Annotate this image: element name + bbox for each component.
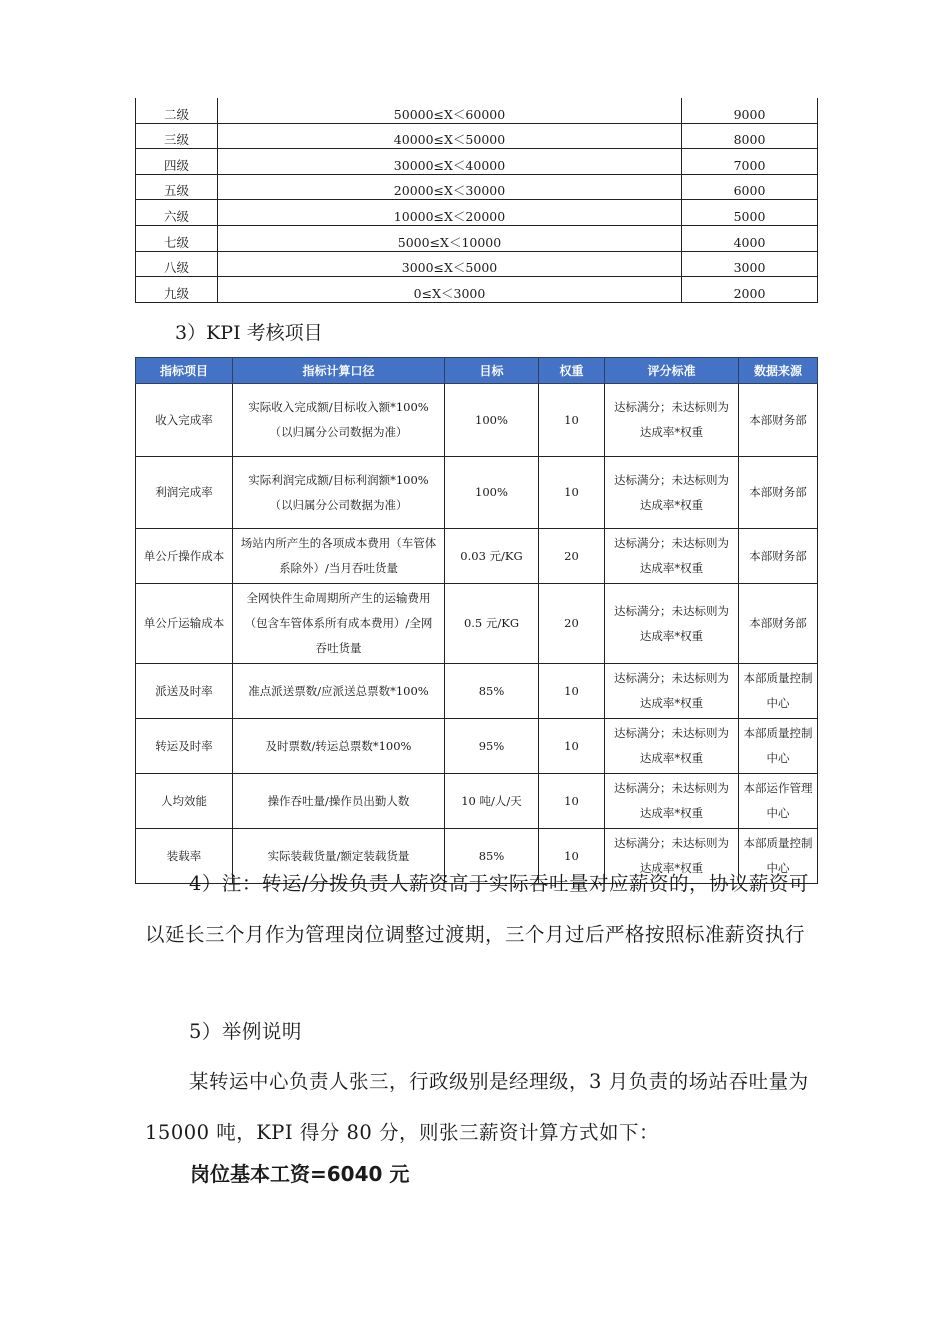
grade-row	[136, 98, 818, 123]
kpi-row	[136, 584, 818, 664]
grade-row	[136, 123, 818, 149]
header-formula: 指标计算口径	[233, 358, 445, 384]
kpi-weight-cell: 20	[539, 584, 605, 664]
kpi-row	[136, 774, 818, 829]
kpi-row	[136, 664, 818, 719]
kpi-target-cell: 10 吨/人/天	[445, 774, 539, 829]
section-example-title: 5）举例说明	[189, 1020, 302, 1043]
kpi-weight-cell: 10	[539, 664, 605, 719]
grade-salary-cell: 8000	[682, 123, 818, 149]
grade-salary-cell: 7000	[682, 149, 818, 175]
kpi-target-cell: 100%	[445, 384, 539, 457]
kpi-formula-cell: 实际收入完成额/目标收入额*100%（以归属分公司数据为准）	[233, 384, 445, 457]
kpi-formula-cell: 操作吞吐量/操作员出勤人数	[233, 774, 445, 829]
kpi-item-cell: 转运及时率	[136, 719, 233, 774]
kpi-source-cell: 本部财务部	[739, 529, 818, 584]
grade-level-cell: 五级	[136, 174, 218, 200]
grade-range-cell: 10000≤X＜20000	[218, 200, 682, 226]
kpi-standard-cell: 达标满分；未达标则为达成率*权重	[605, 829, 739, 884]
grade-level-cell: 六级	[136, 200, 218, 226]
kpi-row	[136, 457, 818, 529]
kpi-standard-cell: 达标满分；未达标则为达成率*权重	[605, 774, 739, 829]
header-source: 数据来源	[739, 358, 818, 384]
section-kpi-title: 3）KPI 考核项目	[175, 322, 323, 344]
kpi-weight-cell: 10	[539, 829, 605, 884]
grade-row	[136, 149, 818, 175]
kpi-formula-cell: 场站内所产生的各项成本费用（车管体系除外）/当月吞吐货量	[233, 529, 445, 584]
grade-range-cell: 20000≤X＜30000	[218, 174, 682, 200]
grade-level-cell: 八级	[136, 251, 218, 277]
kpi-source-cell: 本部质量控制中心	[739, 664, 818, 719]
grade-level-cell: 七级	[136, 225, 218, 251]
kpi-target-cell: 0.5 元/KG	[445, 584, 539, 664]
kpi-weight-cell: 10	[539, 719, 605, 774]
kpi-formula-cell: 及时票数/转运总票数*100%	[233, 719, 445, 774]
kpi-weight-cell: 20	[539, 529, 605, 584]
grade-row	[136, 277, 818, 303]
header-weight: 权重	[539, 358, 605, 384]
header-item: 指标项目	[136, 358, 233, 384]
kpi-item-cell: 收入完成率	[136, 384, 233, 457]
kpi-item-cell: 利润完成率	[136, 457, 233, 529]
grade-salary-cell: 2000	[682, 277, 818, 303]
kpi-weight-cell: 10	[539, 384, 605, 457]
kpi-target-cell: 0.03 元/KG	[445, 529, 539, 584]
kpi-target-cell: 95%	[445, 719, 539, 774]
kpi-item-cell: 单公斤运输成本	[136, 584, 233, 664]
grade-salary-cell: 3000	[682, 251, 818, 277]
header-target: 目标	[445, 358, 539, 384]
kpi-target-cell: 85%	[445, 829, 539, 884]
kpi-formula-cell: 实际利润完成额/目标利润额*100%（以归属分公司数据为准）	[233, 457, 445, 529]
grade-level-cell: 二级	[136, 98, 218, 123]
kpi-target-cell: 100%	[445, 457, 539, 529]
grade-salary-table	[135, 98, 818, 303]
kpi-source-cell: 本部财务部	[739, 384, 818, 457]
kpi-row	[136, 384, 818, 457]
grade-row	[136, 225, 818, 251]
kpi-header-row	[136, 358, 818, 384]
kpi-source-cell: 本部质量控制中心	[739, 719, 818, 774]
example-paragraph: 某转运中心负责人张三，行政级别是经理级，3 月负责的场站吞吐量为 15000 吨，KPI 得分 80 分，则张三薪资计算方式如下：	[145, 1070, 809, 1144]
grade-level-cell: 九级	[136, 277, 218, 303]
grade-salary-cell: 5000	[682, 200, 818, 226]
kpi-standard-cell: 达标满分；未达标则为达成率*权重	[605, 384, 739, 457]
grade-salary-cell: 6000	[682, 174, 818, 200]
grade-salary-cell: 4000	[682, 225, 818, 251]
grade-level-cell: 四级	[136, 149, 218, 175]
grade-salary-cell: 9000	[682, 98, 818, 123]
grade-range-cell: 5000≤X＜10000	[218, 225, 682, 251]
kpi-item-cell: 装载率	[136, 829, 233, 884]
basic-salary-line: 岗位基本工资=6040 元	[190, 1162, 410, 1186]
kpi-formula-cell: 准点派送票数/应派送总票数*100%	[233, 664, 445, 719]
kpi-source-cell: 本部运作管理中心	[739, 774, 818, 829]
grade-range-cell: 0≤X＜3000	[218, 277, 682, 303]
grade-row	[136, 200, 818, 226]
kpi-weight-cell: 10	[539, 774, 605, 829]
kpi-source-cell: 本部财务部	[739, 584, 818, 664]
kpi-row	[136, 719, 818, 774]
grade-row	[136, 174, 818, 200]
grade-level-cell: 三级	[136, 123, 218, 149]
header-standard: 评分标准	[605, 358, 739, 384]
kpi-standard-cell: 达标满分；未达标则为达成率*权重	[605, 457, 739, 529]
kpi-row	[136, 529, 818, 584]
kpi-source-cell: 本部质量控制中心	[739, 829, 818, 884]
grade-row	[136, 251, 818, 277]
kpi-target-cell: 85%	[445, 664, 539, 719]
kpi-item-cell: 派送及时率	[136, 664, 233, 719]
kpi-standard-cell: 达标满分；未达标则为达成率*权重	[605, 719, 739, 774]
kpi-item-cell: 单公斤操作成本	[136, 529, 233, 584]
kpi-formula-cell: 实际装载货量/额定装载货量	[233, 829, 445, 884]
grade-range-cell: 3000≤X＜5000	[218, 251, 682, 277]
kpi-item-cell: 人均效能	[136, 774, 233, 829]
kpi-standard-cell: 达标满分；未达标则为达成率*权重	[605, 664, 739, 719]
kpi-standard-cell: 达标满分；未达标则为达成率*权重	[605, 529, 739, 584]
kpi-table	[135, 357, 818, 884]
kpi-standard-cell: 达标满分；未达标则为达成率*权重	[605, 584, 739, 664]
grade-range-cell: 40000≤X＜50000	[218, 123, 682, 149]
grade-range-cell: 30000≤X＜40000	[218, 149, 682, 175]
kpi-source-cell: 本部财务部	[739, 457, 818, 529]
kpi-weight-cell: 10	[539, 457, 605, 529]
kpi-formula-cell: 全网快件生命周期所产生的运输费用（包含车管体系所有成本费用）/全网吞吐货量	[233, 584, 445, 664]
grade-range-cell: 50000≤X＜60000	[218, 98, 682, 123]
note-paragraph: 4）注：转运/分拨负责人薪资高于实际吞吐量对应薪资的，协议薪资可以延长三个月作为管理岗位调整过渡期，三个月过后严格按照标准薪资执行	[145, 872, 809, 946]
